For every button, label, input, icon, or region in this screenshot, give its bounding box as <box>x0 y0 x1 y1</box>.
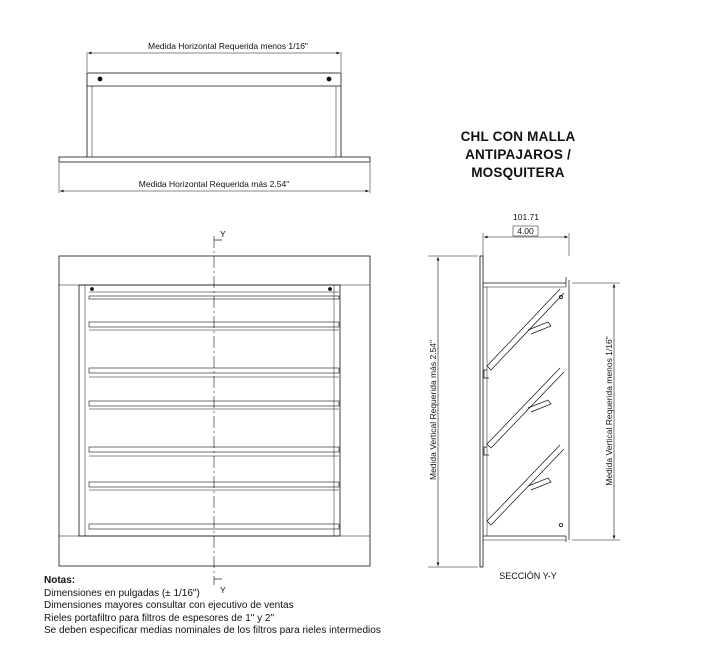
section-view <box>480 226 569 567</box>
top-view-flange <box>59 157 370 162</box>
front-view <box>59 256 370 566</box>
screw-right <box>327 77 331 81</box>
note-item: Dimensiones en pulgadas (± 1/16") <box>44 587 200 599</box>
note-item: Se deben especificar medias nominales de los filtros para rieles intermedios <box>44 625 381 637</box>
section-mark-bottom: Y <box>220 585 226 595</box>
dim-depth-label: 101.71 <box>513 212 539 222</box>
front-inner-frame <box>79 285 340 536</box>
dim-depth-alt-label: 4.00 <box>517 226 534 236</box>
drawing-title-line1: CHL CON MALLA <box>460 129 576 144</box>
section-flange <box>480 256 483 567</box>
dim-left-label: Medida Vertical Requerida más 2.54" <box>428 339 438 481</box>
notes-block <box>44 575 381 638</box>
drawing-title-line2: ANTIPAJAROS / MOSQUITERA <box>465 147 571 180</box>
top-view <box>59 52 370 193</box>
louver-blade-profiles <box>487 289 564 525</box>
section-vertical-dims <box>428 256 620 567</box>
dim-top-label: Medida Horizontal Requerida menos 1/16" <box>148 41 308 51</box>
note-item: Dimensiones mayores consultar con ejecutivo de ventas <box>44 600 294 612</box>
notes-heading: Notas: <box>44 575 76 586</box>
screw-left <box>98 77 102 81</box>
dim-right-label: Medida Vertical Requerida menos 1/16" <box>604 336 614 486</box>
section-mark-top: Y <box>220 229 226 239</box>
section-caption: SECCIÓN Y-Y <box>499 571 557 581</box>
note-item: Rieles portafiltro para filtros de espesores de 1" y 2" <box>44 612 274 624</box>
dim-bottom-label: Medida Horizontal Requerida más 2.54" <box>138 179 290 189</box>
